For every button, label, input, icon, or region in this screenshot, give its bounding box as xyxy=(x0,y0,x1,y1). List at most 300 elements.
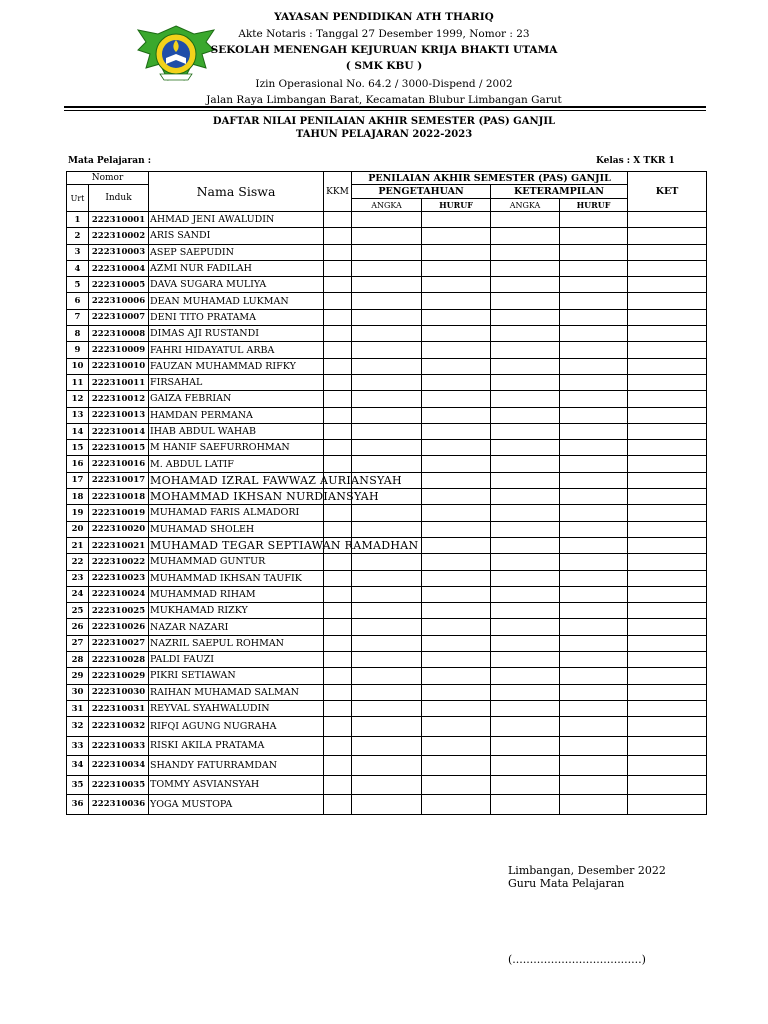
row-angka-pengetahuan-cell xyxy=(352,342,422,358)
row-induk: 222310027 xyxy=(89,635,149,651)
table-row xyxy=(67,756,707,776)
row-huruf-keterampilan-cell xyxy=(560,244,628,260)
row-huruf-keterampilan-cell xyxy=(560,228,628,244)
row-angka-keterampilan-cell xyxy=(491,570,560,586)
row-huruf-keterampilan-cell xyxy=(560,603,628,619)
table-row xyxy=(67,570,707,586)
row-angka-keterampilan-cell xyxy=(491,423,560,439)
row-huruf-keterampilan-cell xyxy=(560,505,628,521)
table-row xyxy=(67,212,707,228)
row-huruf-keterampilan-cell xyxy=(560,456,628,472)
row-angka-keterampilan-cell xyxy=(491,407,560,423)
row-huruf-pengetahuan-cell xyxy=(422,619,491,635)
row-induk: 222310033 xyxy=(89,736,149,756)
row-huruf-pengetahuan-cell xyxy=(422,570,491,586)
row-angka-pengetahuan-cell xyxy=(352,756,422,776)
row-angka-keterampilan-cell xyxy=(491,635,560,651)
row-angka-pengetahuan-cell xyxy=(352,374,422,390)
row-huruf-pengetahuan-cell xyxy=(422,668,491,684)
row-number: 8 xyxy=(67,326,89,342)
row-student-name: REYVAL SYAHWALUDIN xyxy=(149,700,324,716)
row-huruf-pengetahuan-cell xyxy=(422,700,491,716)
header-angka-pengetahuan: ANGKA xyxy=(352,199,422,212)
row-number: 27 xyxy=(67,635,89,651)
row-student-name: M. ABDUL LATIF xyxy=(149,456,324,472)
table-row xyxy=(67,440,707,456)
header-urt: Urt xyxy=(67,185,89,212)
row-ket-cell xyxy=(628,652,707,668)
notary-line: Akte Notaris : Tanggal 27 Desember 1999, Nomor : 23 xyxy=(238,28,530,40)
table-row xyxy=(67,391,707,407)
row-number: 16 xyxy=(67,456,89,472)
row-student-name: MOHAMMAD IKHSAN NURDIANSYAH xyxy=(150,490,379,504)
row-student-name: M HANIF SAEFURROHMAN xyxy=(149,440,324,456)
row-angka-pengetahuan-cell xyxy=(352,212,422,228)
row-huruf-pengetahuan-cell xyxy=(422,407,491,423)
row-huruf-keterampilan-cell xyxy=(560,212,628,228)
row-induk: 222310005 xyxy=(89,277,149,293)
row-kkm-cell xyxy=(324,603,352,619)
row-angka-pengetahuan-cell xyxy=(352,775,422,795)
row-number: 36 xyxy=(67,795,89,815)
grades-table xyxy=(66,171,707,815)
row-student-name: MUHAMMAD RIHAM xyxy=(149,586,324,602)
row-angka-pengetahuan-cell xyxy=(352,326,422,342)
row-angka-pengetahuan-cell xyxy=(352,554,422,570)
table-row xyxy=(67,635,707,651)
row-angka-keterampilan-cell xyxy=(491,472,560,488)
row-angka-pengetahuan-cell xyxy=(352,586,422,602)
row-huruf-keterampilan-cell xyxy=(560,700,628,716)
row-ket-cell xyxy=(628,736,707,756)
row-huruf-pengetahuan-cell xyxy=(422,342,491,358)
row-kkm-cell xyxy=(324,736,352,756)
row-angka-keterampilan-cell xyxy=(491,554,560,570)
row-angka-keterampilan-cell xyxy=(491,521,560,537)
row-kkm-cell xyxy=(324,668,352,684)
row-angka-keterampilan-cell xyxy=(491,775,560,795)
table-row xyxy=(67,775,707,795)
row-ket-cell xyxy=(628,456,707,472)
signature-place-date: Limbangan, Desember 2022 xyxy=(508,864,666,877)
row-ket-cell xyxy=(628,489,707,505)
row-huruf-pengetahuan-cell xyxy=(422,736,491,756)
row-angka-keterampilan-cell xyxy=(491,277,560,293)
row-kkm-cell xyxy=(324,244,352,260)
row-student-name: ASEP SAEPUDIN xyxy=(149,244,324,260)
row-number: 11 xyxy=(67,374,89,390)
row-angka-pengetahuan-cell xyxy=(352,277,422,293)
row-huruf-pengetahuan-cell xyxy=(422,795,491,815)
table-row xyxy=(67,736,707,756)
row-induk: 222310015 xyxy=(89,440,149,456)
row-student-name: RIFQI AGUNG NUGRAHA xyxy=(149,717,324,737)
table-row xyxy=(67,326,707,342)
row-huruf-pengetahuan-cell xyxy=(422,244,491,260)
row-student-name: FIRSAHAL xyxy=(149,374,324,390)
row-angka-pengetahuan-cell xyxy=(352,505,422,521)
row-ket-cell xyxy=(628,635,707,651)
row-induk: 222310026 xyxy=(89,619,149,635)
header-ket: KET xyxy=(628,172,707,212)
row-kkm-cell xyxy=(324,756,352,776)
row-kkm-cell xyxy=(324,374,352,390)
row-huruf-pengetahuan-cell xyxy=(422,489,491,505)
row-kkm-cell xyxy=(324,212,352,228)
row-student-name: GAIZA FEBRIAN xyxy=(149,391,324,407)
row-kkm-cell xyxy=(324,554,352,570)
row-ket-cell xyxy=(628,228,707,244)
row-student-name: DIMAS AJI RUSTANDI xyxy=(149,326,324,342)
row-induk: 222310012 xyxy=(89,391,149,407)
row-student-name: YOGA MUSTOPA xyxy=(149,795,324,815)
row-angka-pengetahuan-cell xyxy=(352,603,422,619)
row-induk: 222310022 xyxy=(89,554,149,570)
row-number: 21 xyxy=(67,537,89,553)
row-induk: 222310001 xyxy=(89,212,149,228)
row-induk: 222310008 xyxy=(89,326,149,342)
row-angka-keterampilan-cell xyxy=(491,489,560,505)
row-number: 31 xyxy=(67,700,89,716)
signature-blank: (.....................................) xyxy=(508,953,646,966)
row-huruf-keterampilan-cell xyxy=(560,635,628,651)
row-huruf-pengetahuan-cell xyxy=(422,521,491,537)
row-huruf-pengetahuan-cell xyxy=(422,326,491,342)
row-huruf-keterampilan-cell xyxy=(560,537,628,553)
row-huruf-keterampilan-cell xyxy=(560,309,628,325)
row-number: 9 xyxy=(67,342,89,358)
row-ket-cell xyxy=(628,668,707,684)
table-row xyxy=(67,717,707,737)
table-row xyxy=(67,537,707,553)
row-huruf-keterampilan-cell xyxy=(560,619,628,635)
row-student-name: NAZAR NAZARI xyxy=(149,619,324,635)
header-nama-siswa: Nama Siswa xyxy=(149,172,324,212)
row-ket-cell xyxy=(628,309,707,325)
row-ket-cell xyxy=(628,505,707,521)
row-number: 5 xyxy=(67,277,89,293)
row-student-name: DEAN MUHAMAD LUKMAN xyxy=(149,293,324,309)
header-angka-keterampilan: ANGKA xyxy=(491,199,560,212)
row-angka-pengetahuan-cell xyxy=(352,293,422,309)
row-angka-keterampilan-cell xyxy=(491,391,560,407)
row-student-name: NAZRIL SAEPUL ROHMAN xyxy=(149,635,324,651)
row-student-name: IHAB ABDUL WAHAB xyxy=(149,423,324,439)
letterhead-divider-thin xyxy=(64,110,706,111)
header-nomor: Nomor xyxy=(67,172,149,185)
row-kkm-cell xyxy=(324,456,352,472)
header-pengetahuan: PENGETAHUAN xyxy=(352,185,491,199)
row-ket-cell xyxy=(628,212,707,228)
row-angka-pengetahuan-cell xyxy=(352,736,422,756)
table-row xyxy=(67,700,707,716)
row-huruf-pengetahuan-cell xyxy=(422,374,491,390)
grades-table-body xyxy=(67,212,707,815)
row-huruf-keterampilan-cell xyxy=(560,260,628,276)
row-huruf-pengetahuan-cell xyxy=(422,212,491,228)
row-huruf-pengetahuan-cell xyxy=(422,309,491,325)
row-induk: 222310030 xyxy=(89,684,149,700)
row-induk: 222310034 xyxy=(89,756,149,776)
row-student-name: ARIS SANDI xyxy=(149,228,324,244)
row-kkm-cell xyxy=(324,326,352,342)
row-angka-pengetahuan-cell xyxy=(352,652,422,668)
row-ket-cell xyxy=(628,603,707,619)
row-induk: 222310032 xyxy=(89,717,149,737)
class-label: Kelas : X TKR 1 xyxy=(596,156,675,166)
letterhead xyxy=(0,0,768,110)
row-huruf-pengetahuan-cell xyxy=(422,717,491,737)
row-kkm-cell xyxy=(324,570,352,586)
table-row xyxy=(67,795,707,815)
row-angka-keterampilan-cell xyxy=(491,700,560,716)
row-angka-keterampilan-cell xyxy=(491,717,560,737)
row-ket-cell xyxy=(628,423,707,439)
row-kkm-cell xyxy=(324,407,352,423)
row-ket-cell xyxy=(628,374,707,390)
row-number: 19 xyxy=(67,505,89,521)
row-angka-keterampilan-cell xyxy=(491,374,560,390)
row-huruf-pengetahuan-cell xyxy=(422,652,491,668)
row-induk: 222310019 xyxy=(89,505,149,521)
row-student-name: MUHAMAD SHOLEH xyxy=(149,521,324,537)
row-huruf-keterampilan-cell xyxy=(560,668,628,684)
row-angka-keterampilan-cell xyxy=(491,619,560,635)
row-number: 17 xyxy=(67,472,89,488)
row-student-name: PIKRI SETIAWAN xyxy=(149,668,324,684)
row-huruf-keterampilan-cell xyxy=(560,684,628,700)
row-number: 2 xyxy=(67,228,89,244)
row-kkm-cell xyxy=(324,277,352,293)
row-student-name: DAVA SUGARA MULIYA xyxy=(149,277,324,293)
row-induk: 222310014 xyxy=(89,423,149,439)
row-huruf-pengetahuan-cell xyxy=(422,472,491,488)
row-angka-keterampilan-cell xyxy=(491,736,560,756)
row-kkm-cell xyxy=(324,440,352,456)
row-huruf-pengetahuan-cell xyxy=(422,391,491,407)
table-row xyxy=(67,260,707,276)
row-angka-pengetahuan-cell xyxy=(352,570,422,586)
row-angka-keterampilan-cell xyxy=(491,212,560,228)
address-line: Jalan Raya Limbangan Barat, Kecamatan Blubur Limbangan Garut xyxy=(206,94,562,106)
foundation-name: YAYASAN PENDIDIKAN ATH THARIQ xyxy=(274,11,494,23)
row-induk: 222310017 xyxy=(89,472,149,488)
row-huruf-keterampilan-cell xyxy=(560,554,628,570)
header-huruf-pengetahuan: HURUF xyxy=(422,199,491,212)
row-number: 12 xyxy=(67,391,89,407)
row-angka-pengetahuan-cell xyxy=(352,440,422,456)
row-student-name: TOMMY ASVIANSYAH xyxy=(149,775,324,795)
row-number: 6 xyxy=(67,293,89,309)
row-angka-keterampilan-cell xyxy=(491,440,560,456)
row-kkm-cell xyxy=(324,260,352,276)
row-number: 32 xyxy=(67,717,89,737)
row-induk: 222310021 xyxy=(89,537,149,553)
table-row xyxy=(67,374,707,390)
letterhead-divider xyxy=(64,106,706,108)
row-angka-keterampilan-cell xyxy=(491,260,560,276)
row-angka-keterampilan-cell xyxy=(491,756,560,776)
table-row xyxy=(67,277,707,293)
row-ket-cell xyxy=(628,756,707,776)
row-angka-pengetahuan-cell xyxy=(352,358,422,374)
row-huruf-pengetahuan-cell xyxy=(422,635,491,651)
row-ket-cell xyxy=(628,684,707,700)
row-huruf-keterampilan-cell xyxy=(560,374,628,390)
table-row xyxy=(67,505,707,521)
row-huruf-pengetahuan-cell xyxy=(422,684,491,700)
header-induk: Induk xyxy=(89,185,149,212)
row-kkm-cell xyxy=(324,795,352,815)
row-student-name: AZMI NUR FADILAH xyxy=(149,260,324,276)
row-huruf-keterampilan-cell xyxy=(560,736,628,756)
row-number: 14 xyxy=(67,423,89,439)
row-angka-keterampilan-cell xyxy=(491,244,560,260)
row-kkm-cell xyxy=(324,342,352,358)
row-ket-cell xyxy=(628,521,707,537)
row-angka-keterampilan-cell xyxy=(491,586,560,602)
row-student-name: MUHAMMAD IKHSAN TAUFIK xyxy=(149,570,324,586)
row-huruf-keterampilan-cell xyxy=(560,586,628,602)
row-angka-keterampilan-cell xyxy=(491,505,560,521)
row-ket-cell xyxy=(628,570,707,586)
row-induk: 222310013 xyxy=(89,407,149,423)
row-ket-cell xyxy=(628,391,707,407)
document-title: DAFTAR NILAI PENILAIAN AKHIR SEMESTER (PAS) GANJIL xyxy=(212,116,556,127)
table-row xyxy=(67,456,707,472)
row-student-name: MUHAMAD TEGAR SEPTIAWAN RAMADHAN xyxy=(150,539,419,553)
row-induk: 222310028 xyxy=(89,652,149,668)
row-huruf-keterampilan-cell xyxy=(560,775,628,795)
header-keterampilan: KETERAMPILAN xyxy=(491,185,628,199)
row-induk: 222310024 xyxy=(89,586,149,602)
row-angka-pengetahuan-cell xyxy=(352,391,422,407)
row-huruf-pengetahuan-cell xyxy=(422,456,491,472)
row-student-name: MUHAMAD FARIS ALMADORI xyxy=(149,505,324,521)
row-angka-pengetahuan-cell xyxy=(352,309,422,325)
row-number: 34 xyxy=(67,756,89,776)
row-kkm-cell xyxy=(324,293,352,309)
row-induk: 222310002 xyxy=(89,228,149,244)
row-huruf-pengetahuan-cell xyxy=(422,554,491,570)
row-angka-pengetahuan-cell xyxy=(352,260,422,276)
row-angka-keterampilan-cell xyxy=(491,456,560,472)
row-ket-cell xyxy=(628,326,707,342)
row-induk: 222310011 xyxy=(89,374,149,390)
row-huruf-keterampilan-cell xyxy=(560,293,628,309)
row-angka-pengetahuan-cell xyxy=(352,407,422,423)
row-angka-pengetahuan-cell xyxy=(352,684,422,700)
row-huruf-keterampilan-cell xyxy=(560,652,628,668)
table-row xyxy=(67,668,707,684)
table-row xyxy=(67,472,707,488)
row-induk: 222310036 xyxy=(89,795,149,815)
row-number: 13 xyxy=(67,407,89,423)
row-kkm-cell xyxy=(324,505,352,521)
table-row xyxy=(67,521,707,537)
row-angka-keterampilan-cell xyxy=(491,293,560,309)
row-kkm-cell xyxy=(324,684,352,700)
row-ket-cell xyxy=(628,700,707,716)
row-huruf-keterampilan-cell xyxy=(560,277,628,293)
row-huruf-keterampilan-cell xyxy=(560,407,628,423)
header-huruf-keterampilan: HURUF xyxy=(560,199,628,212)
row-ket-cell xyxy=(628,472,707,488)
row-number: 22 xyxy=(67,554,89,570)
row-angka-keterampilan-cell xyxy=(491,684,560,700)
row-induk: 222310006 xyxy=(89,293,149,309)
row-huruf-pengetahuan-cell xyxy=(422,277,491,293)
row-number: 33 xyxy=(67,736,89,756)
row-induk: 222310023 xyxy=(89,570,149,586)
row-huruf-keterampilan-cell xyxy=(560,756,628,776)
row-ket-cell xyxy=(628,717,707,737)
row-induk: 222310010 xyxy=(89,358,149,374)
row-student-name: SHANDY FATURRAMDAN xyxy=(149,756,324,776)
row-huruf-pengetahuan-cell xyxy=(422,358,491,374)
row-induk: 222310035 xyxy=(89,775,149,795)
row-huruf-keterampilan-cell xyxy=(560,358,628,374)
row-angka-keterampilan-cell xyxy=(491,342,560,358)
row-huruf-keterampilan-cell xyxy=(560,440,628,456)
table-row xyxy=(67,358,707,374)
row-number: 29 xyxy=(67,668,89,684)
row-huruf-pengetahuan-cell xyxy=(422,505,491,521)
row-number: 3 xyxy=(67,244,89,260)
row-induk: 222310009 xyxy=(89,342,149,358)
row-induk: 222310018 xyxy=(89,489,149,505)
row-angka-pengetahuan-cell xyxy=(352,635,422,651)
row-induk: 222310007 xyxy=(89,309,149,325)
permit-line: Izin Operasional No. 64.2 / 3000-Dispend / 2002 xyxy=(255,78,513,90)
signature-role: Guru Mata Pelajaran xyxy=(508,877,625,890)
table-row xyxy=(67,489,707,505)
row-ket-cell xyxy=(628,358,707,374)
row-huruf-keterampilan-cell xyxy=(560,717,628,737)
row-huruf-keterampilan-cell xyxy=(560,521,628,537)
table-row xyxy=(67,619,707,635)
row-number: 7 xyxy=(67,309,89,325)
row-ket-cell xyxy=(628,586,707,602)
row-number: 1 xyxy=(67,212,89,228)
row-angka-keterampilan-cell xyxy=(491,326,560,342)
row-ket-cell xyxy=(628,293,707,309)
row-angka-pengetahuan-cell xyxy=(352,717,422,737)
row-kkm-cell xyxy=(324,358,352,374)
row-ket-cell xyxy=(628,440,707,456)
row-number: 15 xyxy=(67,440,89,456)
row-student-name: MOHAMAD IZRAL FAWWAZ AURIANSYAH xyxy=(150,473,402,487)
row-number: 35 xyxy=(67,775,89,795)
row-number: 23 xyxy=(67,570,89,586)
row-kkm-cell xyxy=(324,635,352,651)
row-kkm-cell xyxy=(324,309,352,325)
row-kkm-cell xyxy=(324,586,352,602)
row-huruf-pengetahuan-cell xyxy=(422,775,491,795)
row-number: 26 xyxy=(67,619,89,635)
row-huruf-pengetahuan-cell xyxy=(422,603,491,619)
row-ket-cell xyxy=(628,407,707,423)
row-kkm-cell xyxy=(324,619,352,635)
row-number: 30 xyxy=(67,684,89,700)
school-abbr: ( SMK KBU ) xyxy=(345,60,423,72)
row-huruf-keterampilan-cell xyxy=(560,489,628,505)
row-angka-pengetahuan-cell xyxy=(352,668,422,684)
table-row xyxy=(67,603,707,619)
row-huruf-pengetahuan-cell xyxy=(422,228,491,244)
table-row xyxy=(67,244,707,260)
row-angka-keterampilan-cell xyxy=(491,795,560,815)
